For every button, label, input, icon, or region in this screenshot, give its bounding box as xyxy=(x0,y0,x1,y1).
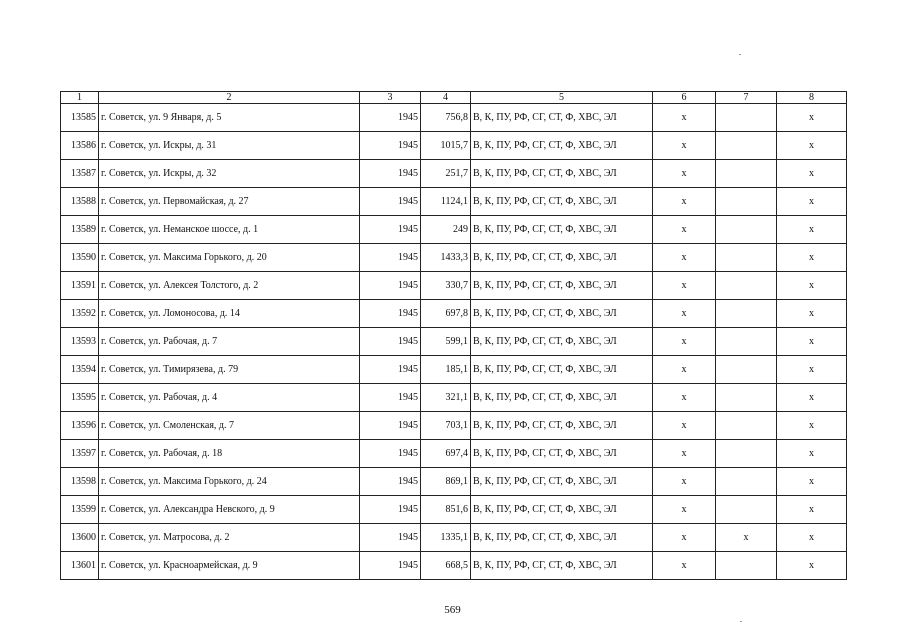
row-id-cell: 13599 xyxy=(61,496,99,524)
table-row xyxy=(61,496,847,524)
address-cell: г. Советск, ул. Искры, д. 32 xyxy=(99,160,360,188)
mark-cell-8: x xyxy=(777,272,847,300)
systems-cell: В, К, ПУ, РФ, СГ, СТ, Ф, ХВС, ЭЛ xyxy=(471,356,653,384)
mark-cell-8: x xyxy=(777,188,847,216)
year-cell: 1945 xyxy=(360,468,421,496)
year-cell: 1945 xyxy=(360,272,421,300)
mark-cell-7 xyxy=(716,216,777,244)
row-id-cell: 13598 xyxy=(61,468,99,496)
page-number: 569 xyxy=(444,604,461,616)
housing-register-table xyxy=(60,91,847,580)
address-cell: г. Советск, ул. Рабочая, д. 18 xyxy=(99,440,360,468)
mark-cell-7 xyxy=(716,244,777,272)
mark-cell-8: x xyxy=(777,412,847,440)
year-cell: 1945 xyxy=(360,356,421,384)
column-number-row xyxy=(61,92,847,104)
systems-cell: В, К, ПУ, РФ, СГ, СТ, Ф, ХВС, ЭЛ xyxy=(471,440,653,468)
mark-cell-7 xyxy=(716,384,777,412)
year-cell: 1945 xyxy=(360,552,421,580)
area-cell: 869,1 xyxy=(421,468,471,496)
row-id-cell: 13589 xyxy=(61,216,99,244)
address-cell: г. Советск, ул. Максима Горького, д. 20 xyxy=(99,244,360,272)
address-cell: г. Советск, ул. Максима Горького, д. 24 xyxy=(99,468,360,496)
table-row xyxy=(61,440,847,468)
mark-cell-7 xyxy=(716,440,777,468)
mark-cell-8: x xyxy=(777,328,847,356)
area-cell: 1124,1 xyxy=(421,188,471,216)
area-cell: 321,1 xyxy=(421,384,471,412)
row-id-cell: 13601 xyxy=(61,552,99,580)
mark-cell-7 xyxy=(716,328,777,356)
address-cell: г. Советск, ул. Искры, д. 31 xyxy=(99,132,360,160)
row-id-cell: 13587 xyxy=(61,160,99,188)
mark-cell-6: x xyxy=(653,132,716,160)
mark-cell-7 xyxy=(716,300,777,328)
systems-cell: В, К, ПУ, РФ, СГ, СТ, Ф, ХВС, ЭЛ xyxy=(471,496,653,524)
address-cell: г. Советск, ул. Смоленская, д. 7 xyxy=(99,412,360,440)
mark-cell-6: x xyxy=(653,524,716,552)
mark-cell-6: x xyxy=(653,384,716,412)
area-cell: 330,7 xyxy=(421,272,471,300)
area-cell: 1335,1 xyxy=(421,524,471,552)
table-row xyxy=(61,356,847,384)
mark-cell-8: x xyxy=(777,468,847,496)
systems-cell: В, К, ПУ, РФ, СГ, СТ, Ф, ХВС, ЭЛ xyxy=(471,384,653,412)
address-cell: г. Советск, ул. Тимирязева, д. 79 xyxy=(99,356,360,384)
row-id-cell: 13597 xyxy=(61,440,99,468)
row-id-cell: 13592 xyxy=(61,300,99,328)
systems-cell: В, К, ПУ, РФ, СГ, СТ, Ф, ХВС, ЭЛ xyxy=(471,552,653,580)
table-body xyxy=(61,92,847,580)
mark-cell-6: x xyxy=(653,328,716,356)
mark-cell-8: x xyxy=(777,496,847,524)
area-cell: 756,8 xyxy=(421,104,471,132)
systems-cell: В, К, ПУ, РФ, СГ, СТ, Ф, ХВС, ЭЛ xyxy=(471,160,653,188)
systems-cell: В, К, ПУ, РФ, СГ, СТ, Ф, ХВС, ЭЛ xyxy=(471,132,653,160)
systems-cell: В, К, ПУ, РФ, СГ, СТ, Ф, ХВС, ЭЛ xyxy=(471,216,653,244)
column-number: 6 xyxy=(653,92,716,104)
mark-cell-8: x xyxy=(777,216,847,244)
row-id-cell: 13591 xyxy=(61,272,99,300)
mark-cell-6: x xyxy=(653,272,716,300)
address-cell: г. Советск, ул. Неманское шоссе, д. 1 xyxy=(99,216,360,244)
systems-cell: В, К, ПУ, РФ, СГ, СТ, Ф, ХВС, ЭЛ xyxy=(471,328,653,356)
area-cell: 668,5 xyxy=(421,552,471,580)
address-cell: г. Советск, ул. 9 Января, д. 5 xyxy=(99,104,360,132)
row-id-cell: 13593 xyxy=(61,328,99,356)
column-number: 2 xyxy=(99,92,360,104)
systems-cell: В, К, ПУ, РФ, СГ, СТ, Ф, ХВС, ЭЛ xyxy=(471,104,653,132)
mark-cell-7 xyxy=(716,412,777,440)
address-cell: г. Советск, ул. Первомайская, д. 27 xyxy=(99,188,360,216)
year-cell: 1945 xyxy=(360,440,421,468)
table-row xyxy=(61,272,847,300)
systems-cell: В, К, ПУ, РФ, СГ, СТ, Ф, ХВС, ЭЛ xyxy=(471,244,653,272)
table-row xyxy=(61,412,847,440)
year-cell: 1945 xyxy=(360,132,421,160)
mark-cell-8: x xyxy=(777,552,847,580)
row-id-cell: 13600 xyxy=(61,524,99,552)
row-id-cell: 13588 xyxy=(61,188,99,216)
systems-cell: В, К, ПУ, РФ, СГ, СТ, Ф, ХВС, ЭЛ xyxy=(471,188,653,216)
area-cell: 1433,3 xyxy=(421,244,471,272)
year-cell: 1945 xyxy=(360,216,421,244)
row-id-cell: 13586 xyxy=(61,132,99,160)
area-cell: 851,6 xyxy=(421,496,471,524)
table-row xyxy=(61,328,847,356)
mark-cell-7 xyxy=(716,552,777,580)
row-id-cell: 13596 xyxy=(61,412,99,440)
mark-cell-6: x xyxy=(653,300,716,328)
address-cell: г. Советск, ул. Красноармейская, д. 9 xyxy=(99,552,360,580)
mark-cell-6: x xyxy=(653,496,716,524)
address-cell: г. Советск, ул. Рабочая, д. 4 xyxy=(99,384,360,412)
year-cell: 1945 xyxy=(360,104,421,132)
area-cell: 697,8 xyxy=(421,300,471,328)
mark-cell-7 xyxy=(716,272,777,300)
mark-cell-7: x xyxy=(716,524,777,552)
mark-cell-7 xyxy=(716,468,777,496)
scan-speck xyxy=(740,621,742,622)
mark-cell-7 xyxy=(716,160,777,188)
year-cell: 1945 xyxy=(360,524,421,552)
address-cell: г. Советск, ул. Рабочая, д. 7 xyxy=(99,328,360,356)
row-id-cell: 13590 xyxy=(61,244,99,272)
mark-cell-7 xyxy=(716,132,777,160)
table-row xyxy=(61,468,847,496)
table-row xyxy=(61,132,847,160)
year-cell: 1945 xyxy=(360,244,421,272)
mark-cell-6: x xyxy=(653,356,716,384)
row-id-cell: 13595 xyxy=(61,384,99,412)
mark-cell-6: x xyxy=(653,188,716,216)
row-id-cell: 13594 xyxy=(61,356,99,384)
row-id-cell: 13585 xyxy=(61,104,99,132)
year-cell: 1945 xyxy=(360,188,421,216)
address-cell: г. Советск, ул. Матросова, д. 2 xyxy=(99,524,360,552)
area-cell: 697,4 xyxy=(421,440,471,468)
mark-cell-8: x xyxy=(777,300,847,328)
address-cell: г. Советск, ул. Ломоносова, д. 14 xyxy=(99,300,360,328)
mark-cell-8: x xyxy=(777,132,847,160)
column-number: 3 xyxy=(360,92,421,104)
table-row xyxy=(61,552,847,580)
table-row xyxy=(61,160,847,188)
scan-speck xyxy=(739,54,741,55)
year-cell: 1945 xyxy=(360,496,421,524)
mark-cell-8: x xyxy=(777,384,847,412)
mark-cell-7 xyxy=(716,496,777,524)
mark-cell-8: x xyxy=(777,356,847,384)
table-row xyxy=(61,300,847,328)
year-cell: 1945 xyxy=(360,384,421,412)
column-number: 8 xyxy=(777,92,847,104)
area-cell: 599,1 xyxy=(421,328,471,356)
table-row xyxy=(61,244,847,272)
mark-cell-7 xyxy=(716,104,777,132)
area-cell: 703,1 xyxy=(421,412,471,440)
year-cell: 1945 xyxy=(360,300,421,328)
area-cell: 1015,7 xyxy=(421,132,471,160)
mark-cell-6: x xyxy=(653,244,716,272)
table-row xyxy=(61,384,847,412)
table-row xyxy=(61,188,847,216)
column-number: 7 xyxy=(716,92,777,104)
mark-cell-7 xyxy=(716,356,777,384)
column-number: 4 xyxy=(421,92,471,104)
area-cell: 185,1 xyxy=(421,356,471,384)
mark-cell-6: x xyxy=(653,216,716,244)
column-number: 5 xyxy=(471,92,653,104)
mark-cell-6: x xyxy=(653,552,716,580)
systems-cell: В, К, ПУ, РФ, СГ, СТ, Ф, ХВС, ЭЛ xyxy=(471,412,653,440)
mark-cell-6: x xyxy=(653,468,716,496)
mark-cell-8: x xyxy=(777,440,847,468)
mark-cell-6: x xyxy=(653,412,716,440)
mark-cell-6: x xyxy=(653,440,716,468)
column-number: 1 xyxy=(61,92,99,104)
mark-cell-6: x xyxy=(653,160,716,188)
systems-cell: В, К, ПУ, РФ, СГ, СТ, Ф, ХВС, ЭЛ xyxy=(471,468,653,496)
address-cell: г. Советск, ул. Алексея Толстого, д. 2 xyxy=(99,272,360,300)
table-row xyxy=(61,104,847,132)
area-cell: 251,7 xyxy=(421,160,471,188)
mark-cell-8: x xyxy=(777,104,847,132)
systems-cell: В, К, ПУ, РФ, СГ, СТ, Ф, ХВС, ЭЛ xyxy=(471,524,653,552)
mark-cell-7 xyxy=(716,188,777,216)
year-cell: 1945 xyxy=(360,412,421,440)
systems-cell: В, К, ПУ, РФ, СГ, СТ, Ф, ХВС, ЭЛ xyxy=(471,300,653,328)
area-cell: 249 xyxy=(421,216,471,244)
year-cell: 1945 xyxy=(360,328,421,356)
table-row xyxy=(61,216,847,244)
mark-cell-8: x xyxy=(777,244,847,272)
table-row xyxy=(61,524,847,552)
mark-cell-8: x xyxy=(777,524,847,552)
mark-cell-8: x xyxy=(777,160,847,188)
mark-cell-6: x xyxy=(653,104,716,132)
year-cell: 1945 xyxy=(360,160,421,188)
systems-cell: В, К, ПУ, РФ, СГ, СТ, Ф, ХВС, ЭЛ xyxy=(471,272,653,300)
address-cell: г. Советск, ул. Александра Невского, д. 9 xyxy=(99,496,360,524)
